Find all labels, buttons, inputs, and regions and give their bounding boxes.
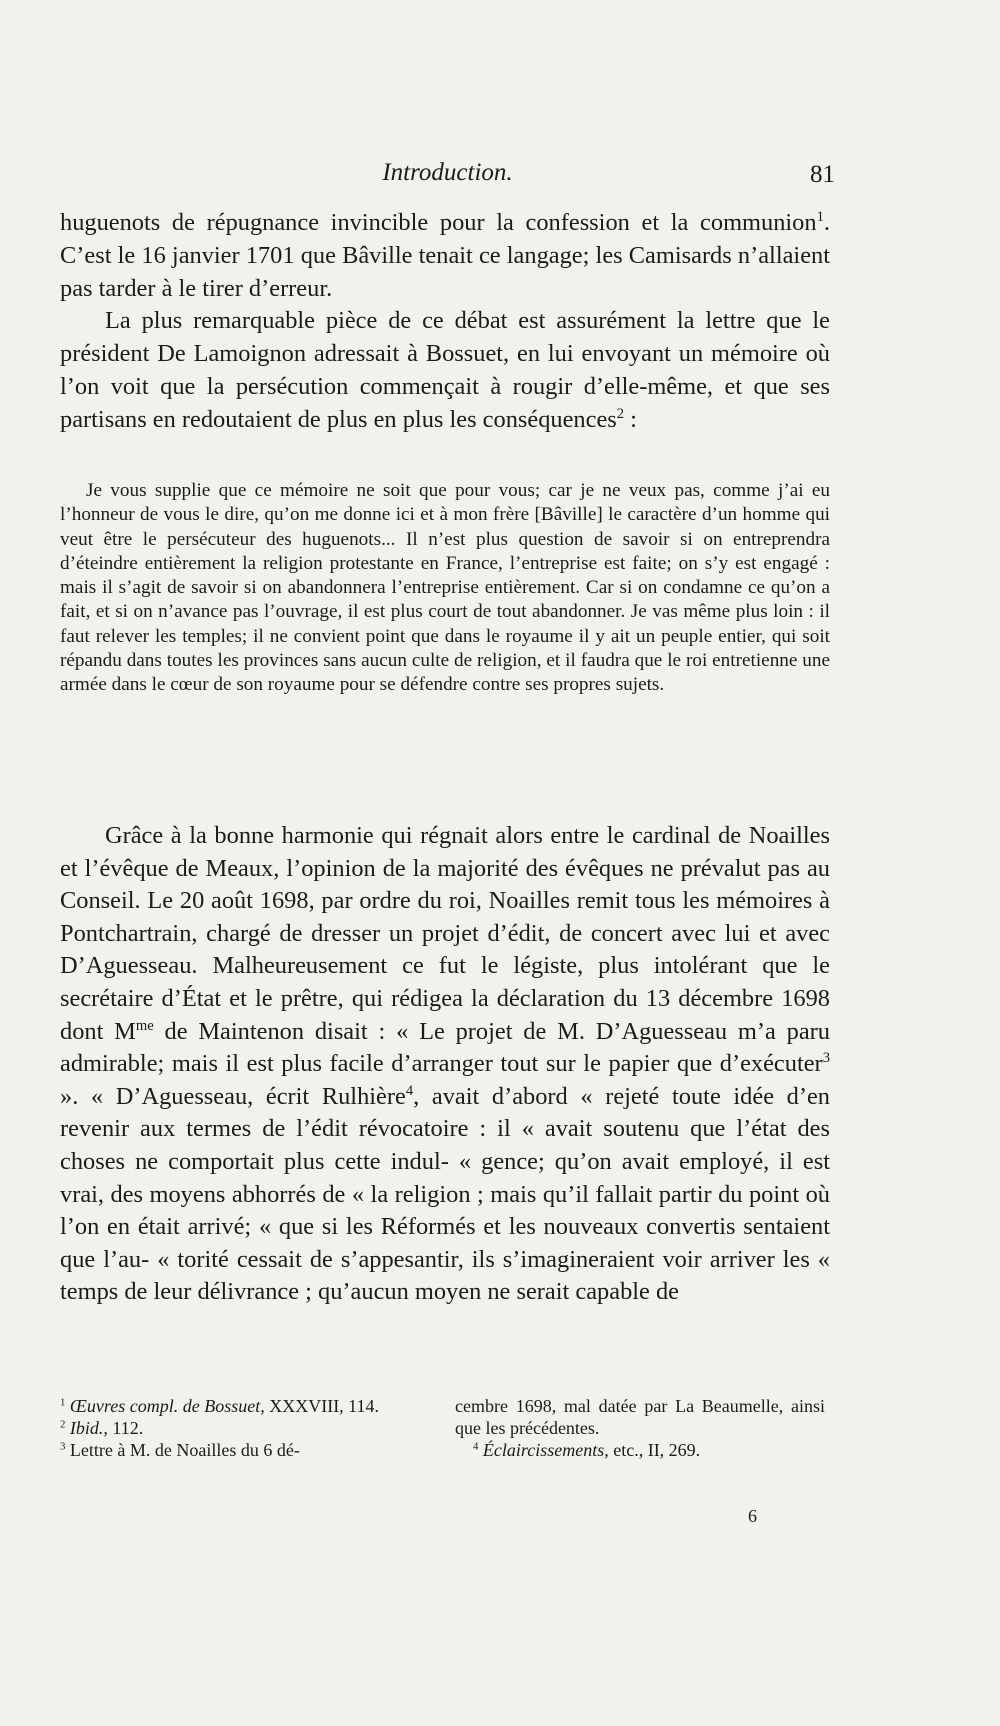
body-text-bottom bbox=[60, 820, 830, 1309]
paragraph-3-text-d: , avait d’abord « rejeté toute idée d’en revenir aux termes de l’édit révocatoire : il « avait soutenu que l’état des choses ne comportait plus cette indul- « gence; qu’on avait employé, il est vrai, des moyens abhorrés de « la religion ; mais qu’il fallait partir du point où l’on en était arrivé; « que si les Réformés et les nouveaux convertis sentaient que l’au- « torité cessait de s’appesantir, ils s’imagineraient voir arriver les « temps de leur délivrance ; qu’aucun moyen ne serait capable de bbox=[60, 1082, 830, 1306]
page-number: 81 bbox=[810, 161, 835, 188]
footnote-3 bbox=[60, 1439, 430, 1461]
footnote-2 bbox=[60, 1417, 430, 1439]
mme-superscript: me bbox=[135, 1017, 154, 1034]
footnote-4-title: Éclaircissements, bbox=[482, 1440, 609, 1460]
footnote-ref-2: 2 bbox=[616, 406, 625, 422]
paragraph-1-text-a: huguenots de répugnance invincible pour la confession et la communion bbox=[60, 209, 817, 236]
footnote-1-rest: XXXVIII, 114. bbox=[264, 1396, 380, 1416]
footnote-1-title: Œuvres compl. de Bossuet, bbox=[69, 1396, 265, 1416]
paragraph-2 bbox=[60, 305, 830, 436]
footnotes-left-column bbox=[60, 1395, 430, 1461]
page-header bbox=[60, 155, 835, 195]
footnote-ref-1: 1 bbox=[816, 209, 824, 226]
footnote-4-number: 4 bbox=[473, 1440, 479, 1453]
footnote-2-number: 2 bbox=[60, 1418, 66, 1431]
paragraph-2-end: : bbox=[624, 405, 637, 433]
body-text-top bbox=[60, 207, 830, 437]
footnotes-right-column bbox=[455, 1395, 825, 1461]
paragraph-3-text-a: Grâce à la bonne harmonie qui régnait alors entre le cardinal de Noailles et l’évêque de Meaux, l’opinion de la majorité des évêques ne prévalut pas au Conseil. Le 20 août 1698, par ordre du roi, Noailles remit tous les mémoires à Pontchartrain, chargé de dresser un projet d’édit, de concert avec lui et avec D’Aguesseau. Malheureusement ce fut le légiste, plus intolérant que le secrétaire d’État et le prêtre, qui rédigea la déclaration du 13 décembre 1698 dont M bbox=[60, 822, 830, 1045]
footnote-ref-4: 4 bbox=[405, 1082, 414, 1099]
paragraph-3-text-c: ». « D’Aguesseau, écrit Rulhière bbox=[60, 1082, 406, 1110]
footnote-4 bbox=[455, 1439, 825, 1461]
footnote-4-rest: etc., II, 269. bbox=[608, 1440, 701, 1460]
paragraph-1 bbox=[60, 207, 830, 305]
paragraph-1-text-b: . C’est le 16 janvier 1701 que Bâville tenait ce langage; les Camisards n’allaient pas tarder à le tirer d’erreur. bbox=[60, 209, 830, 302]
running-title: Introduction. bbox=[382, 159, 513, 186]
footnote-3-continuation: cembre 1698, mal datée par La Beaumelle, ainsi que les précédentes. bbox=[455, 1396, 825, 1438]
paragraph-3-text-b: de Maintenon disait : « Le projet de M. D’Aguesseau m’a paru admirable; mais il est plus facile d’arranger tout sur le papier que d’exécuter bbox=[60, 1017, 830, 1078]
block-quote bbox=[60, 479, 830, 698]
footnote-2-title: Ibid., bbox=[69, 1418, 108, 1438]
footnote-3-text: Lettre à M. de Noailles du 6 dé- bbox=[65, 1440, 300, 1460]
footnote-1-number: 1 bbox=[60, 1396, 66, 1409]
signature-mark: 6 bbox=[748, 1506, 757, 1526]
paragraph-2-text: La plus remarquable pièce de ce débat est assurément la lettre que le président De Lamoignon adressait à Bossuet, en lui envoyant un mémoire où l’on voit que la persécution commençait à rougir d’elle-même, et que ses partisans en redoutaient de plus en plus les conséquences bbox=[60, 307, 830, 433]
footnote-3-number: 3 bbox=[60, 1440, 66, 1453]
footnote-2-rest: 112. bbox=[107, 1418, 144, 1438]
footnote-ref-3: 3 bbox=[822, 1050, 830, 1067]
footnote-1 bbox=[60, 1395, 430, 1417]
quote-text: Je vous supplie que ce mémoire ne soit que pour vous; car je ne veux pas, comme j’ai eu l’honneur de vous le dire, qu’on me donne ici et à mon frère [Bâville] le caractère d’un homme qui veut être le persécuteur des huguenots... Il n’est plus question de savoir si on entreprendra d’éteindre entièrement la religion protestante en France, l’entreprise est faite; on s’y est engagé : mais il s’agit de savoir si on abandonnera l’entreprise entièrement. Car si on condamne ce qu’on a fait, et si on n’avance pas l’ouvrage, il est plus court de tout abandonner. Je vas même plus loin : il faut relever les temples; il ne convient point que dans le royaume il y ait un peuple entier, qui soit répandu dans toutes les provinces sans aucun culte de religion, et il faudra que le roi entretienne une armée dans le cœur de son royaume pour se défendre contre ses propres sujets. bbox=[60, 480, 830, 696]
paragraph-3 bbox=[60, 820, 830, 1309]
